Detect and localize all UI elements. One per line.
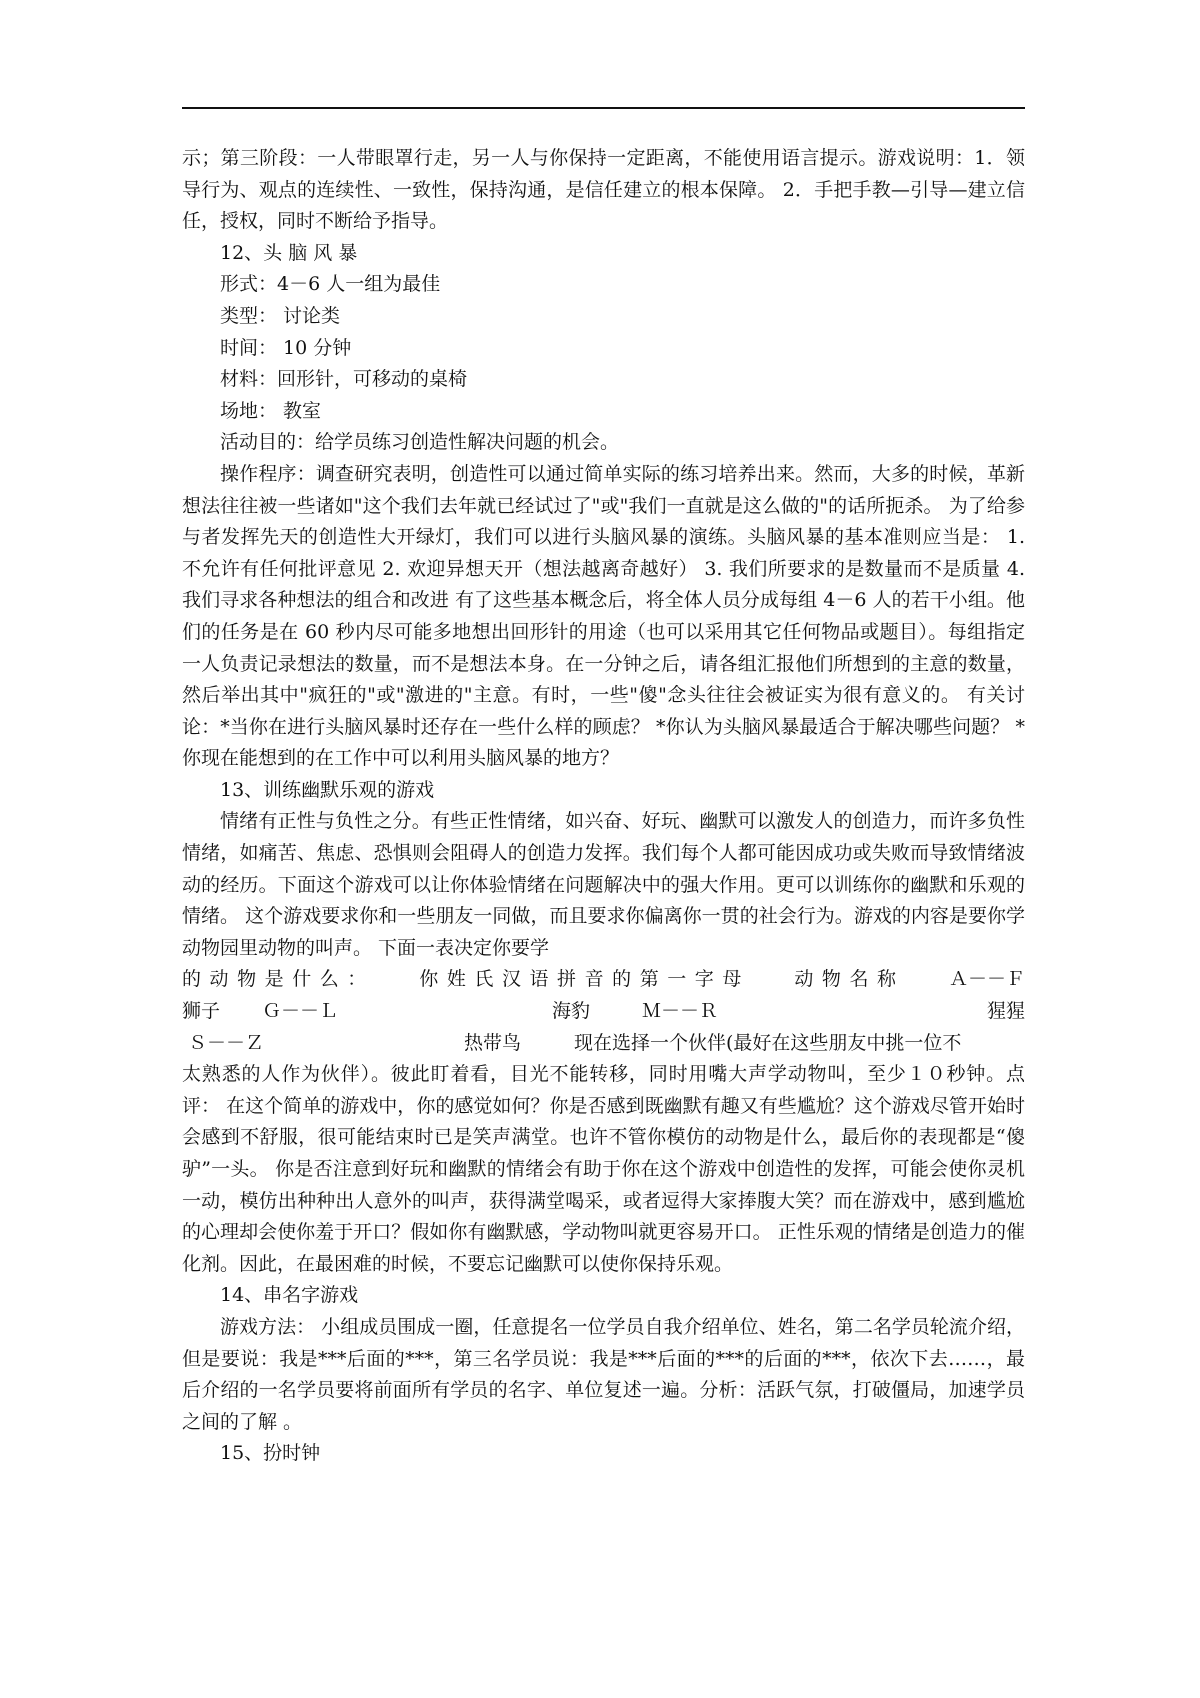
section-12-venue: 场地： 教室 [220,399,322,422]
section-12-time: 时间： 10 分钟 [220,336,352,359]
section-14-title: 14、串名字游戏 [220,1284,359,1307]
section-12-form: 形式：4－6 人一组为最佳 [220,273,441,296]
table-cell: 你姓氏汉语拼音的第一字母 [419,968,750,991]
table-cell: 海豹 [552,1000,591,1023]
header-rule [182,107,1025,109]
table-cell: 猩猩 [986,1000,1025,1023]
table-cell: Ａ－－Ｆ [948,968,1025,991]
section-15-title: 15、扮时钟 [220,1442,321,1465]
table-cell: 动物名称 [794,968,905,991]
table-cell: Ｓ－－Ｚ [188,1031,265,1054]
section-13-rest: 太熟悉的人作为伙伴）。彼此盯着看，目光不能转移，同时用嘴大声学动物叫，至少１０秒钟。点评： 在这个简单的游戏中，你的感觉如何？你是否感到既幽默有趣又有些尴尬？这个游戏尽管开始时会感到不舒服，很可能结束时已是笑声满堂。也许不管你模仿的动物是什么，最后你的表现都是“傻驴”一头。 你是否注意到好玩和幽默的情绪会有助于你在这个游戏中创造性的发挥，可能会使你灵机一动，模仿出种种出人意外的叫声，获得满堂喝采，或者逗得大家捧腹大笑？而在游戏中，感到尴尬的心理却会使你羞于开口？假如你有幽默感，学动物叫就更容易开口。 正性乐观的情绪是创造力的催化剂。因此，在最困难的时候，不要忘记幽默可以使你保持乐观。 [182,1063,1025,1275]
table-cell: 的动物是什么： [182,968,375,991]
table-cell: Ｇ－－Ｌ [262,1000,339,1023]
animal-table-row-2 [182,996,1025,1028]
section-13-title: 13、训练幽默乐观的游戏 [220,778,435,801]
section-12-type: 类型： 讨论类 [220,304,341,327]
animal-table-row-3 [182,1028,1025,1060]
intro-paragraph: 示；第三阶段：一人带眼罩行走，另一人与你保持一定距离，不能使用语言提示。游戏说明：1．领导行为、观点的连续性、一致性，保持沟通，是信任建立的根本保障。 2．手把手教—引导—建立信任，授权，同时不断给予指导。 [182,147,1025,233]
table-cell: 热带鸟 [464,1031,522,1054]
section-12-material: 材料：回形针，可移动的桌椅 [220,368,468,391]
table-cell: 现在选择一个伙伴(最好在这些朋友中挑一位不 [574,1031,962,1054]
table-cell: 狮子 [182,1000,221,1023]
animal-table-row-1 [182,964,1025,996]
section-13-body: 情绪有正性与负性之分。有些正性情绪，如兴奋、好玩、幽默可以激发人的创造力，而许多负性情绪，如痛苦、焦虑、恐惧则会阻碍人的创造力发挥。我们每个人都可能因成功或失败而导致情绪波动的经历。下面这个游戏可以让你体验情绪在问题解决中的强大作用。更可以训练你的幽默和乐观的情绪。 这个游戏要求你和一些朋友一同做，而且要求你偏离你一贯的社会行为。游戏的内容是要你学动物园里动物的叫声。 下面一表决定你要学 [182,810,1025,959]
table-cell: Ｍ－－Ｒ [642,1000,719,1023]
section-12-procedure: 操作程序：调查研究表明，创造性可以通过简单实际的练习培养出来。然而，大多的时候，革新想法往往被一些诸如"这个我们去年就已经试过了"或"我们一直就是这么做的"的话所扼杀。 为了给参与者发挥先天的创造性大开绿灯，我们可以进行头脑风暴的演练。头脑风暴的基本准则应当是： 1. 不允许有任何批评意见 2. 欢迎异想天开（想法越离奇越好） 3. 我们所要求的是数量而不是质量 4. 我们寻求各种想法的组合和改进 有了这些基本概念后，将全体人员分成每组 4－6 人的若干小组。他们的任务是在 60 秒内尽可能多地想出回形针的用途（也可以采用其它任何物品或题目）。每组指定一人负责记录想法的数量，而不是想法本身。在一分钟之后，请各组汇报他们所想到的主意的数量，然后举出其中"疯狂的"或"激进的"主意。有时，一些"傻"念头往往会被证实为很有意义的。 有关讨论：*当你在进行头脑风暴时还存在一些什么样的顾虑？ *你认为头脑风暴最适合于解决哪些问题？ *你现在能想到的在工作中可以利用头脑风暴的地方？ [182,462,1025,770]
section-14-body: 游戏方法： 小组成员围成一圈，任意提名一位学员自我介绍单位、姓名，第二名学员轮流介绍，但是要说：我是***后面的***，第三名学员说：我是***后面的***的后面的***，依次下去……，最后介绍的一名学员要将前面所有学员的名字、单位复述一遍。分析：活跃气氛，打破僵局，加速学员之间的了解 。 [182,1315,1025,1433]
section-12-purpose: 活动目的：给学员练习创造性解决问题的机会。 [220,431,620,454]
document-body [182,143,1025,1470]
section-12-title: 12、头 脑 风 暴 [220,241,358,264]
